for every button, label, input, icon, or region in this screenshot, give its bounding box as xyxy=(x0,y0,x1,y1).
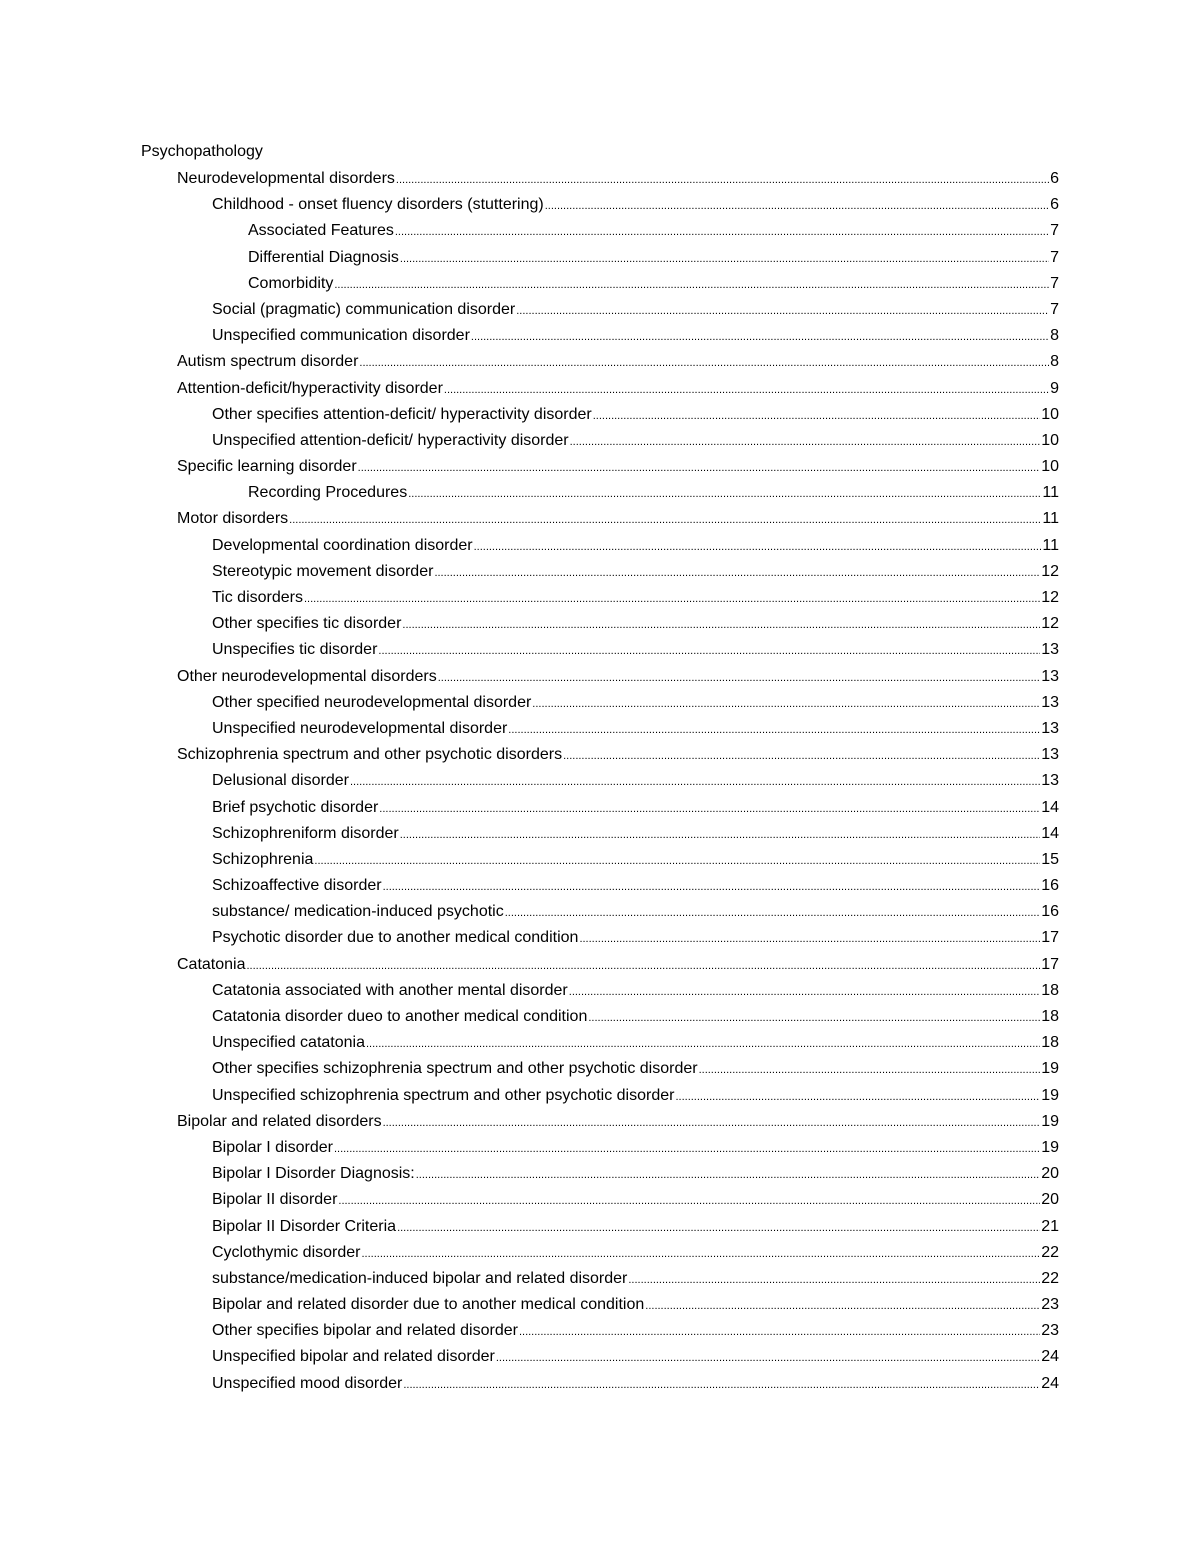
toc-dot-leader xyxy=(699,1056,1041,1083)
toc-entry-page-number: 19 xyxy=(1041,1086,1059,1104)
toc-dot-leader xyxy=(434,559,1040,586)
toc-entry-page-number: 7 xyxy=(1050,300,1059,318)
toc-entry-label: Associated Features xyxy=(248,222,394,240)
toc-entry-page-number: 18 xyxy=(1041,1034,1059,1052)
toc-entry-label: Other specifies tic disorder xyxy=(212,615,402,633)
toc-entry[interactable] xyxy=(0,1240,1059,1266)
toc-entry-label: Unspecified mood disorder xyxy=(212,1374,403,1392)
toc-entry-page-number: 23 xyxy=(1041,1296,1059,1314)
toc-entry-page-number: 18 xyxy=(1041,981,1059,999)
toc-entry-page-number: 22 xyxy=(1041,1269,1059,1287)
toc-entry-page-number: 24 xyxy=(1041,1374,1059,1392)
toc-dot-leader xyxy=(438,664,1041,691)
toc-entry-page-number: 19 xyxy=(1041,1060,1059,1078)
toc-entry-page-number: 14 xyxy=(1041,798,1059,816)
toc-dot-leader xyxy=(645,1292,1040,1319)
toc-dot-leader xyxy=(366,1030,1040,1057)
toc-entry-label: Bipolar II disorder xyxy=(212,1191,338,1209)
toc-entry-label: Other specifies attention-deficit/ hyperactivity disorder xyxy=(212,405,592,423)
toc-dot-leader xyxy=(304,585,1040,612)
toc-entry[interactable] xyxy=(0,1056,1059,1082)
toc-dot-leader xyxy=(532,690,1040,717)
toc-entry-label: Catatonia xyxy=(177,955,246,973)
toc-dot-leader xyxy=(247,952,1041,979)
toc-dot-leader xyxy=(569,978,1040,1005)
toc-dot-leader xyxy=(358,454,1041,481)
toc-entry-page-number: 19 xyxy=(1041,1138,1059,1156)
toc-entry-label: Other neurodevelopmental disorders xyxy=(177,667,437,685)
toc-entry[interactable] xyxy=(0,376,1059,402)
toc-entry[interactable] xyxy=(0,480,1059,506)
toc-entry[interactable] xyxy=(0,1214,1059,1240)
toc-entry[interactable] xyxy=(0,271,1059,297)
toc-dot-leader xyxy=(383,873,1041,900)
toc-entry[interactable] xyxy=(0,297,1059,323)
toc-entry[interactable] xyxy=(0,1318,1059,1344)
toc-entry-page-number: 24 xyxy=(1041,1348,1059,1366)
toc-entry-page-number: 10 xyxy=(1041,458,1059,476)
toc-entry-label: Other specifies schizophrenia spectrum and other psychotic disorder xyxy=(212,1060,698,1078)
toc-dot-leader xyxy=(402,611,1040,638)
toc-entry-label: Psychotic disorder due to another medical condition xyxy=(212,929,579,947)
toc-entry-label: Recording Procedures xyxy=(248,484,408,502)
toc-entry-label: Stereotypic movement disorder xyxy=(212,562,434,580)
toc-entry-page-number: 23 xyxy=(1041,1322,1059,1340)
toc-dot-leader xyxy=(314,847,1040,874)
toc-entry[interactable] xyxy=(0,821,1059,847)
toc-dot-leader xyxy=(505,899,1040,926)
toc-entry-page-number: 12 xyxy=(1041,562,1059,580)
toc-entry-page-number: 14 xyxy=(1041,824,1059,842)
toc-entry-label: Catatonia associated with another mental disorder xyxy=(212,981,568,999)
toc-dot-leader xyxy=(400,821,1040,848)
toc-entry-page-number: 7 xyxy=(1050,222,1059,240)
toc-entry-label: Unspecified communication disorder xyxy=(212,327,470,345)
toc-entry-label: Brief psychotic disorder xyxy=(212,798,379,816)
toc-dot-leader xyxy=(396,166,1049,193)
toc-entry-page-number: 12 xyxy=(1041,615,1059,633)
toc-dot-leader xyxy=(378,637,1040,664)
toc-entry[interactable] xyxy=(0,323,1059,349)
toc-entry[interactable] xyxy=(0,428,1059,454)
toc-entry-label: Bipolar I Disorder Diagnosis: xyxy=(212,1165,415,1183)
toc-entry-page-number: 13 xyxy=(1041,746,1059,764)
toc-dot-leader xyxy=(516,297,1049,324)
toc-dot-leader xyxy=(334,1135,1040,1162)
toc-entry-page-number: 20 xyxy=(1041,1191,1059,1209)
toc-entry[interactable] xyxy=(0,1004,1059,1030)
toc-dot-leader xyxy=(471,323,1049,350)
toc-entry-page-number: 20 xyxy=(1041,1165,1059,1183)
toc-dot-leader xyxy=(379,795,1040,822)
toc-entry-label: Unspecified neurodevelopmental disorder xyxy=(212,719,508,737)
toc-dot-leader xyxy=(400,245,1049,272)
toc-entry-label: substance/medication-induced bipolar and related disorder xyxy=(212,1269,628,1287)
toc-dot-leader xyxy=(334,271,1049,298)
toc-dot-leader xyxy=(395,218,1049,245)
toc-entry[interactable] xyxy=(0,952,1059,978)
toc-entry-page-number: 7 xyxy=(1050,274,1059,292)
page-title: Psychopathology xyxy=(141,143,263,160)
toc-dot-leader xyxy=(408,480,1041,507)
toc-dot-leader xyxy=(563,742,1040,769)
toc-entry[interactable] xyxy=(0,1371,1059,1397)
toc-dot-leader xyxy=(496,1344,1040,1371)
toc-entry-page-number: 6 xyxy=(1050,196,1059,214)
toc-entry-page-number: 16 xyxy=(1041,877,1059,895)
toc-dot-leader xyxy=(570,428,1041,455)
toc-entry-page-number: 15 xyxy=(1041,850,1059,868)
toc-entry-page-number: 10 xyxy=(1041,431,1059,449)
toc-entry[interactable] xyxy=(0,245,1059,271)
toc-entry-label: Unspecified bipolar and related disorder xyxy=(212,1348,495,1366)
toc-entry[interactable] xyxy=(0,218,1059,244)
toc-entry-page-number: 13 xyxy=(1041,667,1059,685)
toc-entry-label: Schizophrenia xyxy=(212,850,314,868)
toc-dot-leader xyxy=(289,506,1041,533)
toc-entry[interactable] xyxy=(0,637,1059,663)
toc-entry-label: Schizophrenia spectrum and other psychotic disorders xyxy=(177,746,563,764)
toc-entry-label: Tic disorders xyxy=(212,589,303,606)
toc-entry-page-number: 22 xyxy=(1041,1243,1059,1261)
toc-dot-leader xyxy=(416,1161,1040,1188)
toc-dot-leader xyxy=(588,1004,1040,1031)
toc-entry-page-number: 21 xyxy=(1041,1217,1059,1235)
toc-entry[interactable] xyxy=(0,716,1059,742)
toc-entry[interactable] xyxy=(0,454,1059,480)
toc-dot-leader xyxy=(593,402,1040,429)
toc-entry-page-number: 13 xyxy=(1041,772,1059,790)
toc-entry[interactable] xyxy=(0,349,1059,375)
table-of-contents xyxy=(0,166,1200,1397)
toc-dot-leader xyxy=(675,1083,1040,1110)
toc-entry-page-number: 13 xyxy=(1041,641,1059,659)
toc-entry-page-number: 6 xyxy=(1050,170,1059,187)
toc-entry-page-number: 10 xyxy=(1041,405,1059,423)
toc-entry-page-number: 16 xyxy=(1041,903,1059,921)
toc-entry-page-number: 19 xyxy=(1041,1112,1059,1130)
toc-entry[interactable] xyxy=(0,690,1059,716)
toc-entry[interactable] xyxy=(0,795,1059,821)
toc-entry[interactable] xyxy=(0,611,1059,637)
toc-entry-page-number: 13 xyxy=(1041,693,1059,711)
toc-entry-label: Motor disorders xyxy=(177,510,289,528)
toc-entry-label: Bipolar I disorder xyxy=(212,1138,333,1156)
toc-entry[interactable] xyxy=(0,847,1059,873)
toc-dot-leader xyxy=(383,1109,1041,1136)
toc-entry-label: Social (pragmatic) communication disorder xyxy=(212,300,516,318)
toc-entry[interactable] xyxy=(0,899,1059,925)
toc-entry[interactable] xyxy=(0,1266,1059,1292)
toc-entry-label: Delusional disorder xyxy=(212,772,349,790)
toc-dot-leader xyxy=(397,1214,1040,1241)
toc-entry[interactable] xyxy=(0,768,1059,794)
toc-dot-leader xyxy=(350,768,1040,795)
toc-entry-label: Differential Diagnosis xyxy=(248,248,399,266)
toc-entry-label: Unspecified attention-deficit/ hyperactivity disorder xyxy=(212,431,569,449)
toc-entry-label: Schizophreniform disorder xyxy=(212,824,399,842)
toc-entry-page-number: 11 xyxy=(1042,536,1059,554)
toc-dot-leader xyxy=(403,1371,1040,1398)
toc-dot-leader xyxy=(519,1318,1040,1345)
toc-entry[interactable] xyxy=(0,1109,1059,1135)
toc-entry-label: Specific learning disorder xyxy=(177,458,357,476)
toc-entry-label: substance/ medication-induced psychotic xyxy=(212,903,504,921)
toc-entry-label: Catatonia disorder dueo to another medical condition xyxy=(212,1008,588,1025)
toc-entry[interactable] xyxy=(0,585,1059,611)
toc-entry[interactable] xyxy=(0,533,1059,559)
toc-entry-label: Other specifies bipolar and related disorder xyxy=(212,1322,518,1340)
toc-entry-page-number: 8 xyxy=(1050,353,1059,371)
toc-entry[interactable] xyxy=(0,166,1059,192)
toc-entry-page-number: 9 xyxy=(1050,379,1059,397)
toc-entry[interactable] xyxy=(0,1135,1059,1161)
toc-entry[interactable] xyxy=(0,742,1059,768)
toc-entry-page-number: 13 xyxy=(1041,719,1059,737)
toc-entry[interactable] xyxy=(0,664,1059,690)
toc-entry[interactable] xyxy=(0,506,1059,532)
toc-entry[interactable] xyxy=(0,1292,1059,1318)
toc-dot-leader xyxy=(361,1240,1040,1267)
toc-entry-label: Unspecifies tic disorder xyxy=(212,641,378,659)
toc-entry-label: Childhood - onset fluency disorders (stuttering) xyxy=(212,196,544,214)
toc-entry-label: Bipolar and related disorders xyxy=(177,1112,382,1130)
toc-entry-page-number: 11 xyxy=(1042,484,1059,502)
toc-entry-label: Cyclothymic disorder xyxy=(212,1243,361,1261)
toc-entry[interactable] xyxy=(0,1083,1059,1109)
toc-dot-leader xyxy=(338,1187,1040,1214)
toc-entry-label: Bipolar and related disorder due to another medical condition xyxy=(212,1296,645,1314)
toc-entry-label: Schizoaffective disorder xyxy=(212,877,382,895)
toc-entry-label: Neurodevelopmental disorders xyxy=(177,170,395,187)
toc-entry-label: Unspecified catatonia xyxy=(212,1034,365,1052)
toc-entry[interactable] xyxy=(0,192,1059,218)
toc-entry-label: Developmental coordination disorder xyxy=(212,536,473,554)
toc-entry[interactable] xyxy=(0,925,1059,951)
toc-entry-label: Autism spectrum disorder xyxy=(177,353,359,371)
toc-dot-leader xyxy=(474,533,1042,560)
toc-entry[interactable] xyxy=(0,1030,1059,1056)
toc-dot-leader xyxy=(545,192,1049,219)
toc-dot-leader xyxy=(359,349,1049,376)
toc-entry-page-number: 17 xyxy=(1041,955,1059,973)
toc-entry-label: Comorbidity xyxy=(248,274,334,292)
toc-dot-leader xyxy=(628,1266,1040,1293)
toc-dot-leader xyxy=(579,925,1040,952)
toc-entry-page-number: 12 xyxy=(1041,589,1059,606)
toc-dot-leader xyxy=(444,376,1049,403)
toc-entry-label: Bipolar II Disorder Criteria xyxy=(212,1217,397,1235)
toc-entry-page-number: 11 xyxy=(1042,510,1059,528)
toc-dot-leader xyxy=(508,716,1040,743)
toc-entry-label: Attention-deficit/hyperactivity disorder xyxy=(177,379,443,397)
toc-entry[interactable] xyxy=(0,402,1059,428)
toc-entry-label: Other specified neurodevelopmental disorder xyxy=(212,693,532,711)
toc-entry-page-number: 8 xyxy=(1050,327,1059,345)
toc-entry[interactable] xyxy=(0,559,1059,585)
toc-entry-page-number: 17 xyxy=(1041,929,1059,947)
toc-entry[interactable] xyxy=(0,873,1059,899)
toc-entry[interactable] xyxy=(0,1161,1059,1187)
toc-entry[interactable] xyxy=(0,978,1059,1004)
toc-entry[interactable] xyxy=(0,1344,1059,1370)
toc-entry-page-number: 18 xyxy=(1041,1008,1059,1025)
toc-entry-label: Unspecified schizophrenia spectrum and other psychotic disorder xyxy=(212,1086,675,1104)
toc-entry-page-number: 7 xyxy=(1050,248,1059,266)
toc-entry[interactable] xyxy=(0,1187,1059,1213)
